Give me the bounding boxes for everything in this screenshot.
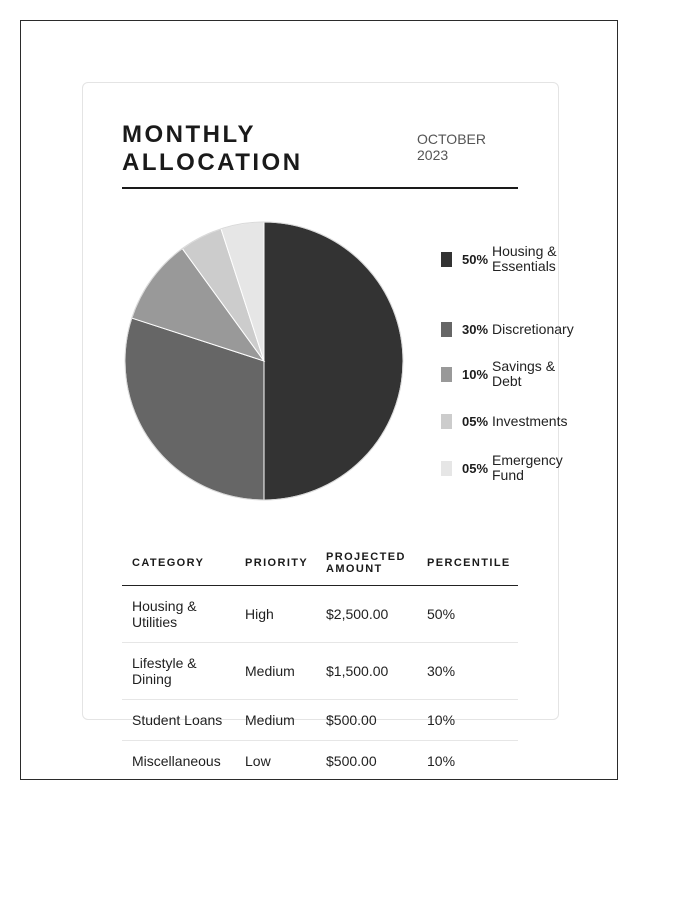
category-line1: Lifestyle & (132, 654, 197, 671)
cell-category (122, 642, 235, 699)
legend-label (492, 244, 582, 274)
legend-label-line1: Savings & (492, 358, 556, 374)
cell-category: Miscellaneous (132, 752, 221, 769)
column-header-amount (316, 541, 417, 585)
allocation-table (122, 541, 518, 780)
legend-percent: 05% (462, 460, 489, 476)
legend-label-line1: Discretionary (492, 320, 574, 337)
category-line2: Utilities (132, 613, 178, 630)
legend-label-line2: Fund (492, 467, 524, 483)
cell-percentile: 10% (427, 752, 456, 769)
legend-label (492, 453, 582, 483)
legend-label-line2: Essentials (492, 258, 556, 274)
cell-priority: Medium (245, 711, 295, 728)
legend-label-line1: Housing & (492, 243, 557, 259)
legend-swatch (441, 322, 452, 337)
pie-slice-0 (264, 222, 403, 500)
cell-percentile: 50% (427, 605, 456, 622)
title-divider (122, 187, 518, 189)
legend-percent: 05% (462, 413, 489, 429)
legend-label (492, 322, 582, 337)
cell-priority: Medium (245, 662, 295, 679)
table-row (122, 585, 518, 642)
legend-label-line1: Investments (492, 412, 568, 429)
legend-swatch (441, 461, 452, 476)
allocation-pie-chart (122, 219, 406, 503)
title-line-1: MONTHLY (122, 121, 256, 148)
cell-percentile: 30% (427, 662, 456, 679)
legend-label-line2: Debt (492, 373, 522, 389)
legend-swatch (441, 252, 452, 267)
column-header-priority: PRIORITY (245, 556, 309, 569)
legend-label (492, 414, 582, 429)
legend-item-emergency (441, 450, 582, 486)
cell-amount: $500.00 (326, 752, 377, 769)
page-title (122, 121, 392, 177)
legend-item-investments (441, 403, 582, 439)
cell-priority: High (245, 605, 274, 622)
page-frame (20, 20, 618, 780)
legend-percent: 50% (462, 251, 489, 267)
date-month: OCTOBER (417, 131, 486, 147)
legend-item-savings (441, 356, 582, 392)
table-header-row (122, 541, 518, 585)
cell-amount: $500.00 (326, 711, 377, 728)
category-line1: Housing & (132, 597, 197, 614)
legend-label-line1: Emergency (492, 452, 563, 468)
date-year: 2023 (417, 147, 449, 163)
legend-swatch (441, 414, 452, 429)
table-row (122, 642, 518, 699)
cell-amount: $2,500.00 (326, 605, 389, 622)
legend-label (492, 359, 582, 389)
column-header-category: CATEGORY (132, 556, 205, 569)
legend-percent: 10% (462, 366, 489, 382)
column-header-amount-line2: AMOUNT (326, 562, 383, 575)
table-row (122, 699, 518, 740)
cell-percentile: 10% (427, 711, 456, 728)
report-date (417, 131, 517, 163)
cell-amount: $1,500.00 (326, 662, 389, 679)
legend-item-discretionary (441, 311, 582, 347)
cell-category: Student Loans (132, 711, 223, 728)
column-header-percentile: PERCENTILE (427, 556, 511, 569)
cell-category (122, 585, 235, 642)
column-header-amount-line1: PROJECTED (326, 550, 406, 563)
title-line-2: ALLOCATION (122, 149, 303, 176)
legend-percent: 30% (462, 321, 489, 337)
legend-swatch (441, 367, 452, 382)
table-row (122, 740, 518, 780)
cell-priority: Low (245, 752, 271, 769)
legend-item-housing (441, 241, 582, 277)
category-line2: Dining (132, 670, 172, 687)
